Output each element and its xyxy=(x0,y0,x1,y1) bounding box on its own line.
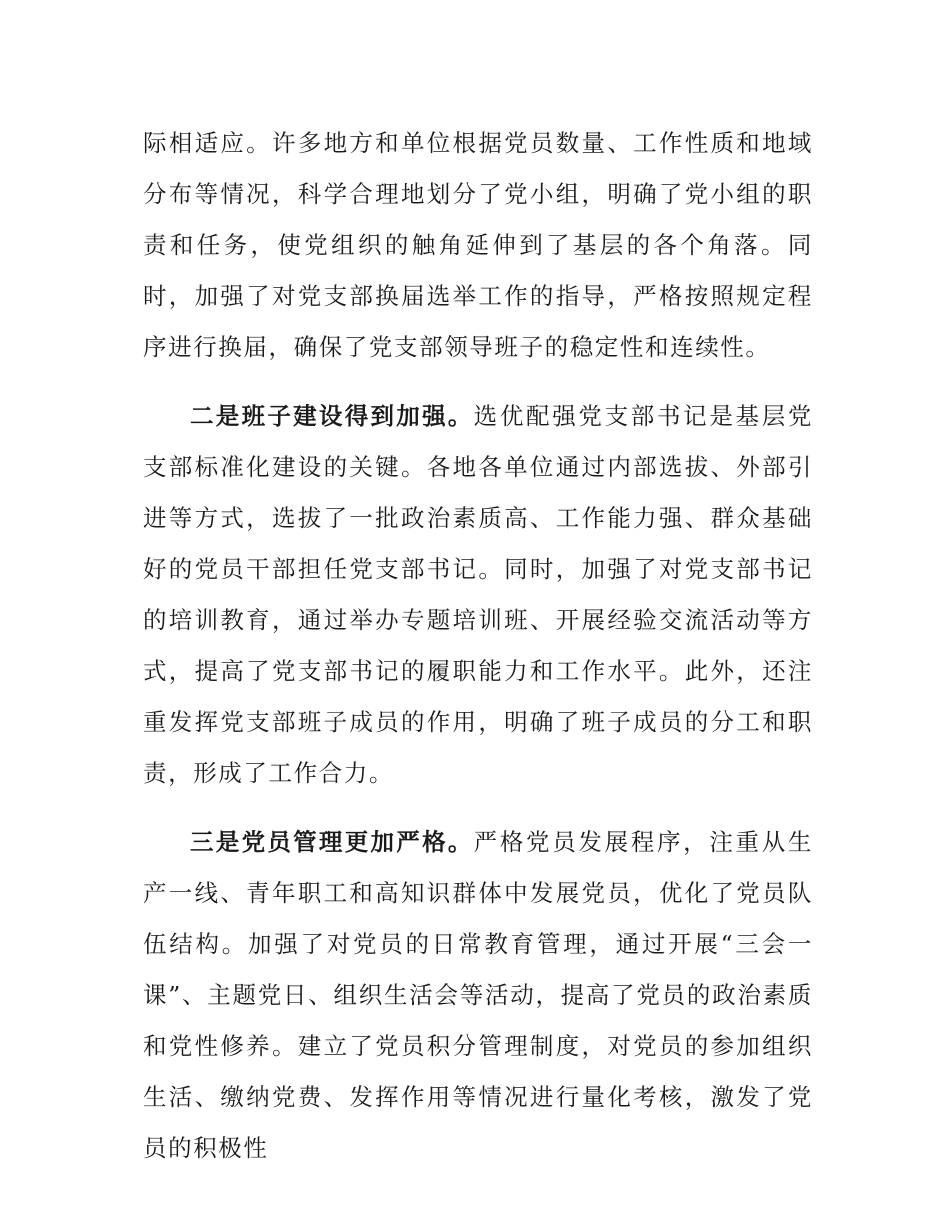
paragraph-text: 严格党员发展程序，注重从生产一线、青年职工和高知识群体中发展党员，优化了党员队伍结构。加强了对党员的日常教育管理，通过开展“三会一课”、主题党日、组织生活会等活动，提高了党员的政治素质和党性修养。建立了党员积分管理制度，对党员的参加组织生活、缴纳党费、发挥作用等情况进行量化考核，激发了党员的积极性 xyxy=(143,828,813,1162)
paragraph-text: 选优配强党支部书记是基层党支部标准化建设的关键。各地各单位通过内部选拔、外部引进等方式，选拔了一批政治素质高、工作能力强、群众基础好的党员干部担任党支部书记。同时，加强了对党支部书记的培训教育，通过举办专题培训班、开展经验交流活动等方式，提高了党支部书记的履职能力和工作水平。此外，还注重发挥党支部班子成员的作用，明确了班子成员的分工和职责，形成了工作合力。 xyxy=(143,402,813,787)
paragraph-text: 际相适应。许多地方和单位根据党员数量、工作性质和地域分布等情况，科学合理地划分了党小组，明确了党小组的职责和任务，使党组织的触角延伸到了基层的各个角落。同时，加强了对党支部换届选举工作的指导，严格按照规定程序进行换届，确保了党支部领导班子的稳定性和连续性。 xyxy=(143,129,813,361)
paragraph-lead-heading: 二是班子建设得到加强。 xyxy=(190,402,474,430)
paragraph-continuation xyxy=(143,118,813,373)
document-body xyxy=(143,118,813,1174)
paragraph-member-management xyxy=(143,817,813,1174)
paragraph-team-building xyxy=(143,391,813,799)
paragraph-lead-heading: 三是党员管理更加严格。 xyxy=(190,828,474,856)
